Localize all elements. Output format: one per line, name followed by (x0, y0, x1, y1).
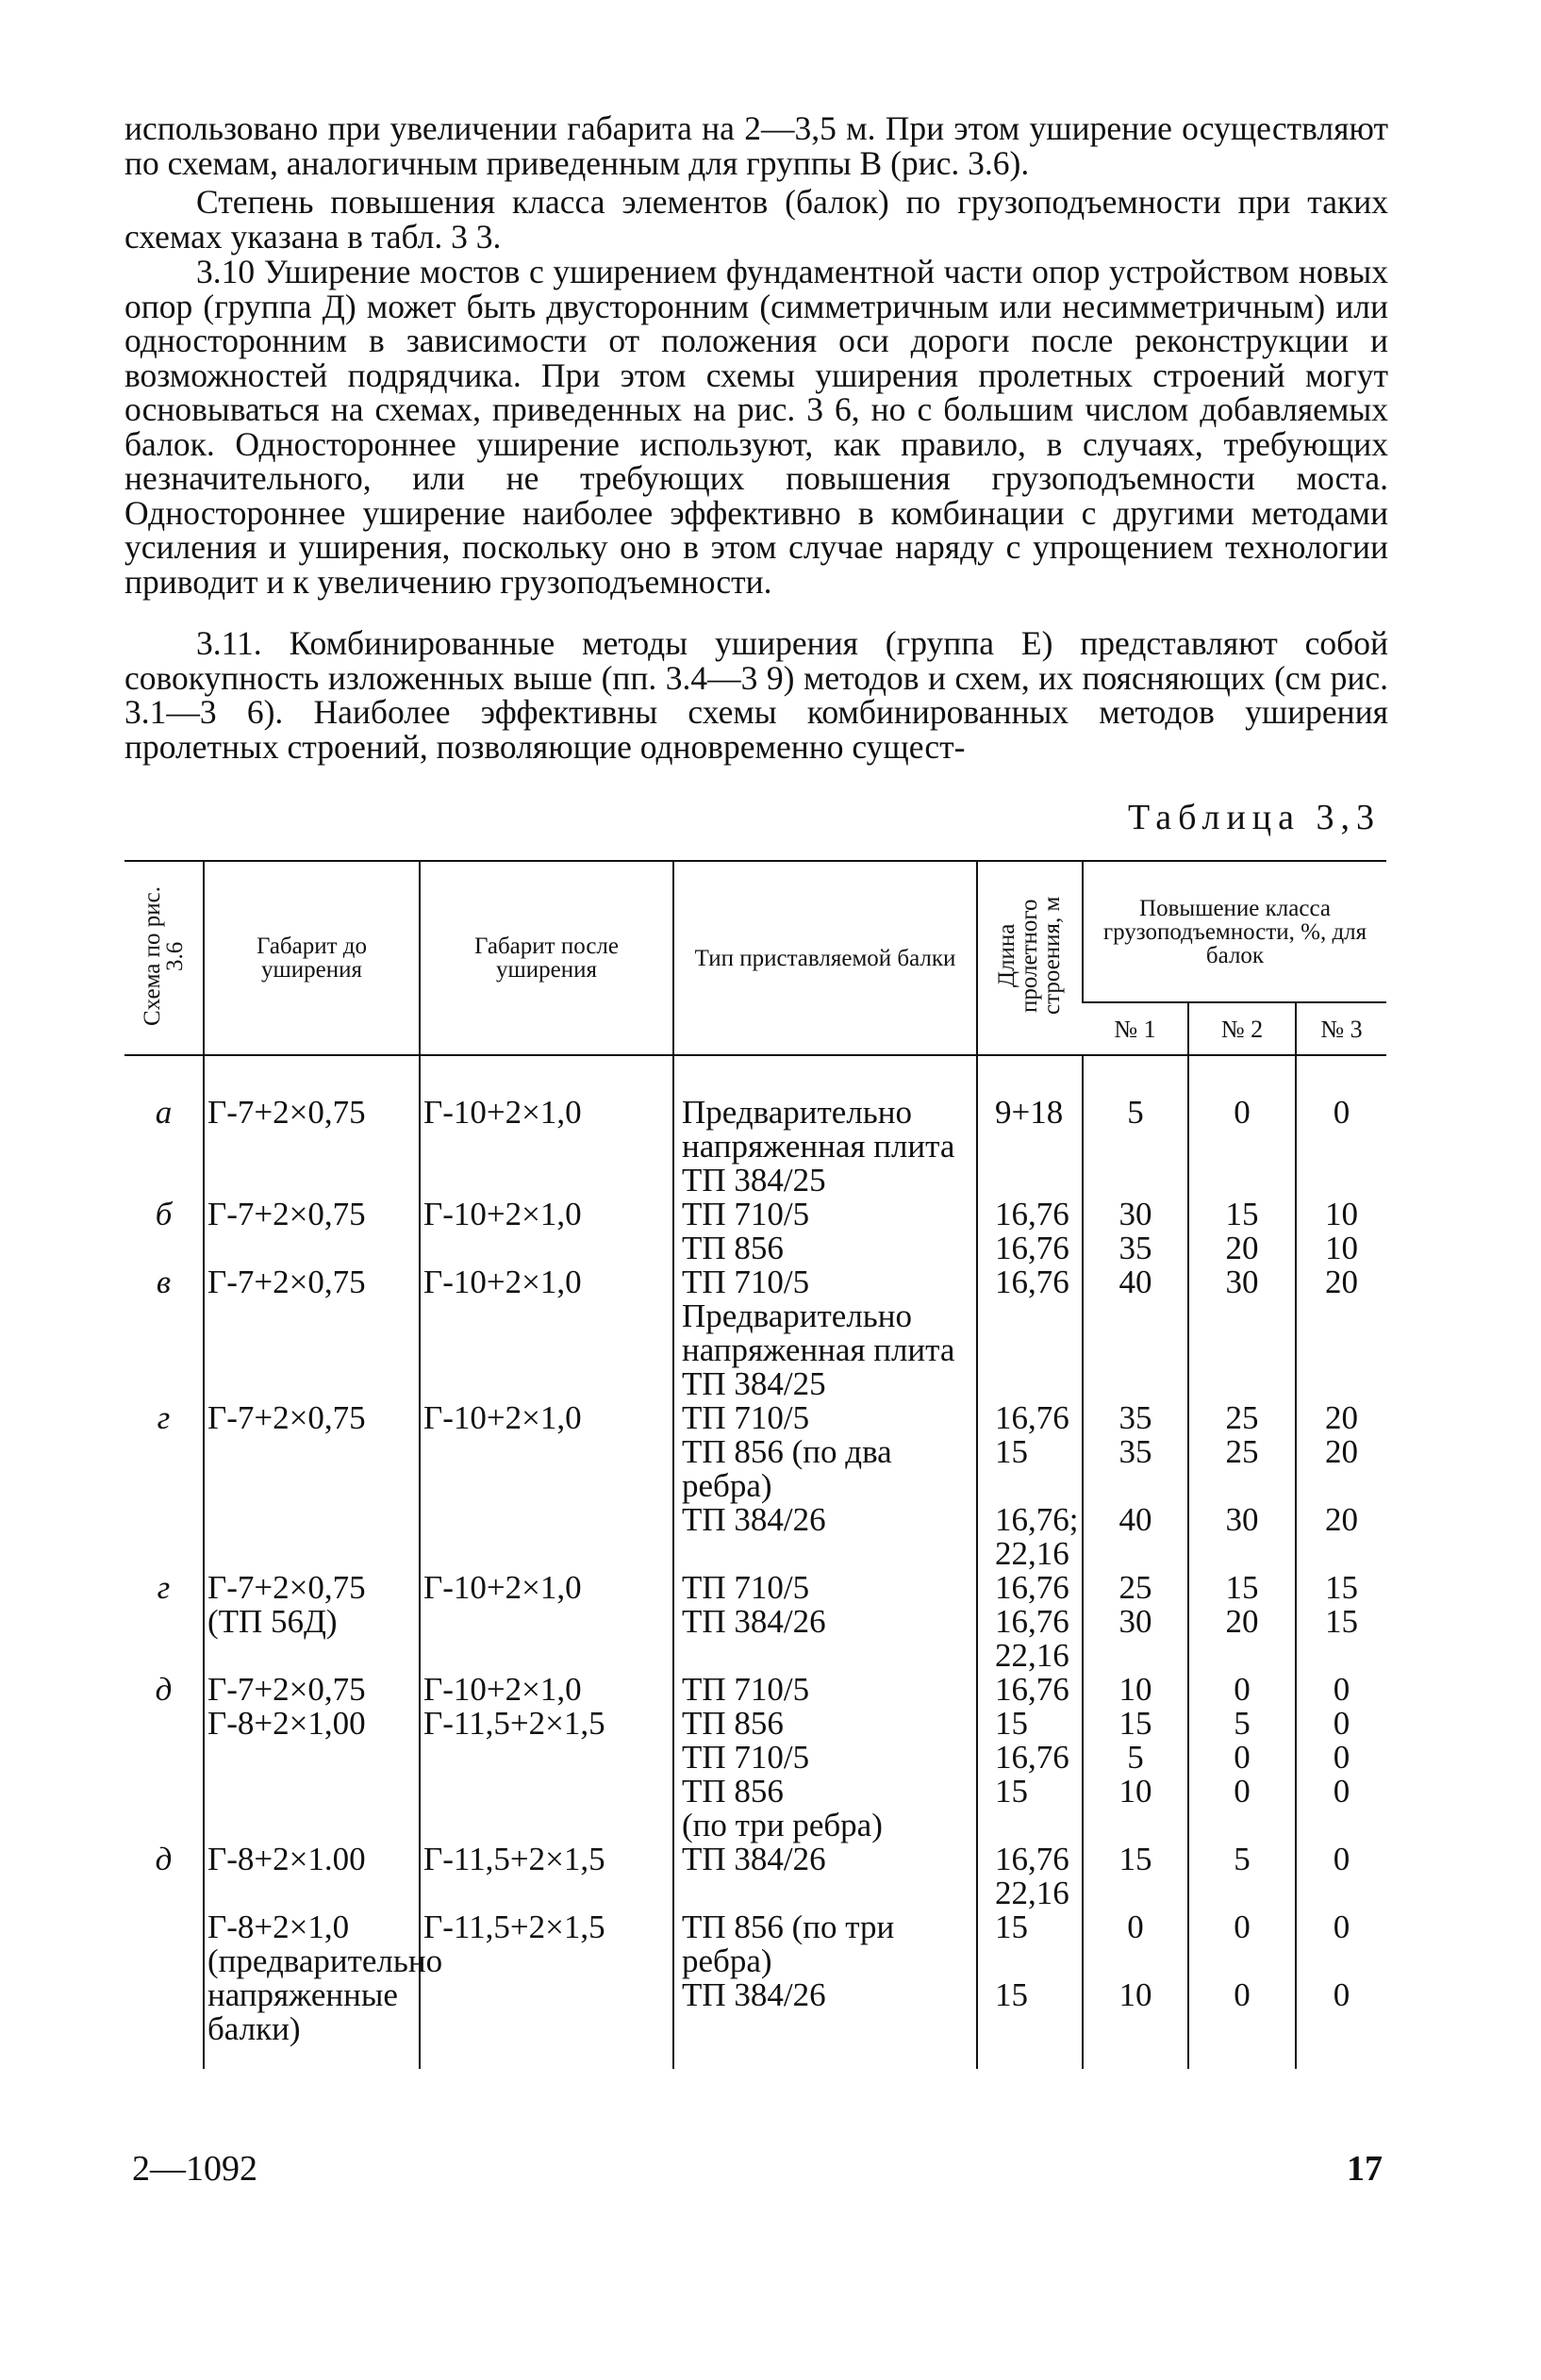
cell-beam-2: 15 20 (1188, 1198, 1296, 1265)
cell-beam-2: 0 0 (1188, 1910, 1296, 2069)
cell-beam-1: 5 (1083, 1055, 1188, 1198)
cell-span-length: 15 15 (977, 1910, 1083, 2069)
cell-gabarit-before: Г-8+2×1,0 (предварительно напряженные балки) (204, 1910, 420, 2069)
paragraph-3-10: 3.10 Уширение мостов с уширением фундаментной части опор устройством новых опор (группа Д) может быть двусторонним (симметричным или несимметричным) или односторонним в зависимости от положения оси дороги после реконструкции и возможностей подрядчика. При этом схемы уширения пролетных строений могут основываться на схемах, приведенных на рис. 3 6, но с большим числом добавляемых балок. Одностороннее уширение используют, как правило, в случаях, требующих незначительного, или не требующих повышения грузоподъемности моста. Одностороннее уширение наиболее эффективно в комбинации с другими методами усиления и уширения, поскольку оно в этом случае наряду с упрощением технологии приводит и к увеличению грузоподъемности. (124, 253, 1388, 601)
cell-span-length: 16,76 15 16,76; 22,16 (977, 1401, 1083, 1571)
cell-scheme: д (155, 1671, 173, 1708)
header-beam-2: № 2 (1188, 1002, 1296, 1055)
cell-scheme: б (155, 1196, 173, 1232)
cell-gabarit-after: Г-11,5+2×1,5 (420, 1843, 673, 1910)
cell-beam-type: ТП 710/5 Предварительно напряженная плита ТП 384/25 (673, 1265, 977, 1401)
cell-scheme: в (156, 1264, 172, 1300)
cell-beam-3: 0 (1296, 1843, 1386, 1910)
cell-gabarit-after: Г-10+2×1,0 (420, 1571, 673, 1673)
cell-scheme: г (157, 1399, 171, 1436)
cell-span-length: 16,76 (977, 1265, 1083, 1401)
cell-gabarit-after: Г-11,5+2×1,5 (420, 1910, 673, 2069)
cell-beam-type: ТП 856 (по три ребра) ТП 384/26 (673, 1910, 977, 2069)
cell-beam-2: 5 (1188, 1843, 1296, 1910)
cell-beam-2: 15 20 (1188, 1571, 1296, 1673)
cell-scheme: г (157, 1569, 171, 1606)
header-increase-group: Повышение класса грузоподъемности, %, для балок (1083, 861, 1386, 1002)
cell-beam-type: ТП 384/26 (673, 1843, 977, 1910)
header-beam-1: № 1 (1083, 1002, 1188, 1055)
cell-gabarit-before: Г-7+2×0,75 (204, 1055, 420, 1198)
paragraph-table-reference: Степень повышения класса элементов (балок) по грузоподъемности при таких схемах указана в табл. 3 3. (124, 183, 1388, 256)
cell-beam-3: 20 (1296, 1265, 1386, 1401)
table-row (124, 1198, 1386, 1265)
cell-span-length: 9+18 (977, 1055, 1083, 1198)
cell-beam-1: 35 35 40 (1083, 1401, 1188, 1571)
cell-beam-3: 0 0 (1296, 1910, 1386, 2069)
cell-scheme (124, 1910, 204, 2069)
cell-gabarit-before: Г-7+2×0,75 (204, 1401, 420, 1571)
cell-beam-1: 40 (1083, 1265, 1188, 1401)
cell-beam-1: 0 10 (1083, 1910, 1188, 2069)
cell-scheme: д (155, 1841, 173, 1877)
cell-gabarit-after: Г-10+2×1,0 Г-11,5+2×1,5 (420, 1673, 673, 1843)
cell-beam-2: 0 (1188, 1055, 1296, 1198)
table-row (124, 1571, 1386, 1673)
cell-beam-type: ТП 710/5 ТП 856 (673, 1198, 977, 1265)
cell-span-length: 16,76 15 16,76 15 (977, 1673, 1083, 1843)
cell-beam-1: 25 30 (1083, 1571, 1188, 1673)
cell-gabarit-after: Г-10+2×1,0 (420, 1265, 673, 1401)
cell-beam-2: 25 25 30 (1188, 1401, 1296, 1571)
header-gabarit-before: Габарит до уширения (204, 861, 420, 1055)
table-row (124, 1401, 1386, 1571)
cell-beam-type: ТП 710/5 ТП 856 ТП 710/5 ТП 856 (по три ребра) (673, 1673, 977, 1843)
cell-beam-3: 15 15 (1296, 1571, 1386, 1673)
cell-span-length: 16,76 16,76 (977, 1198, 1083, 1265)
cell-beam-3: 10 10 (1296, 1198, 1386, 1265)
cell-beam-2: 30 (1188, 1265, 1296, 1401)
cell-gabarit-before: Г-7+2×0,75 (204, 1198, 420, 1265)
page-number: 17 (1347, 2149, 1383, 2189)
header-beam-3: № 3 (1296, 1002, 1386, 1055)
header-gabarit-after: Габарит после уширения (420, 861, 673, 1055)
cell-gabarit-after: Г-10+2×1,0 (420, 1198, 673, 1265)
header-scheme: Схема по рис. 3.6 (124, 861, 204, 1055)
cell-span-length: 16,76 22,16 (977, 1843, 1083, 1910)
cell-beam-type: ТП 710/5 ТП 384/26 (673, 1571, 977, 1673)
cell-beam-3: 0 (1296, 1055, 1386, 1198)
cell-beam-type: Предварительно напряженная плита ТП 384/25 (673, 1055, 977, 1198)
cell-span-length: 16,76 16,76 22,16 (977, 1571, 1083, 1673)
cell-scheme: а (155, 1094, 173, 1131)
header-beam-type: Тип приставляемой балки (673, 861, 977, 1055)
header-span-length: Длина пролетного строения, м (977, 861, 1083, 1055)
cell-beam-2: 0 5 0 0 (1188, 1673, 1296, 1843)
signature-code: 2—1092 (132, 2149, 257, 2189)
cell-gabarit-before: Г-7+2×0,75 Г-8+2×1,00 (204, 1673, 420, 1843)
cell-gabarit-after: Г-10+2×1,0 (420, 1055, 673, 1198)
cell-beam-1: 10 15 5 10 (1083, 1673, 1188, 1843)
cell-gabarit-before: Г-7+2×0,75 (ТП 56Д) (204, 1571, 420, 1673)
cell-beam-1: 30 35 (1083, 1198, 1188, 1265)
cell-beam-3: 20 20 20 (1296, 1401, 1386, 1571)
table-row (124, 1843, 1386, 1910)
cell-beam-type: ТП 710/5 ТП 856 (по два ребра) ТП 384/26 (673, 1401, 977, 1571)
cell-beam-3: 0 0 0 0 (1296, 1673, 1386, 1843)
cell-beam-1: 15 (1083, 1843, 1188, 1910)
cell-gabarit-before: Г-8+2×1.00 (204, 1843, 420, 1910)
paragraph-continuation: использовано при увеличении габарита на 2—3,5 м. При этом уширение осуществляют по схемам, аналогичным приведенным для группы В (рис. 3.6). (124, 109, 1388, 182)
cell-gabarit-after: Г-10+2×1,0 (420, 1401, 673, 1571)
table-row (124, 1055, 1386, 1198)
table-row (124, 1673, 1386, 1843)
table-caption: Таблица 3,3 (1127, 798, 1381, 837)
data-table (124, 860, 1386, 2069)
paragraph-3-11: 3.11. Комбинированные методы уширения (группа Е) представляют собой совокупность изложенных выше (пп. 3.4—3 9) методов и схем, их поясняющих (см рис. 3.1—3 6). Наиболее эффективны схемы комбинированных методов уширения пролетных строений, позволяющие одновременно сущест- (124, 624, 1388, 766)
table-row (124, 1910, 1386, 2069)
cell-gabarit-before: Г-7+2×0,75 (204, 1265, 420, 1401)
table-row (124, 1265, 1386, 1401)
